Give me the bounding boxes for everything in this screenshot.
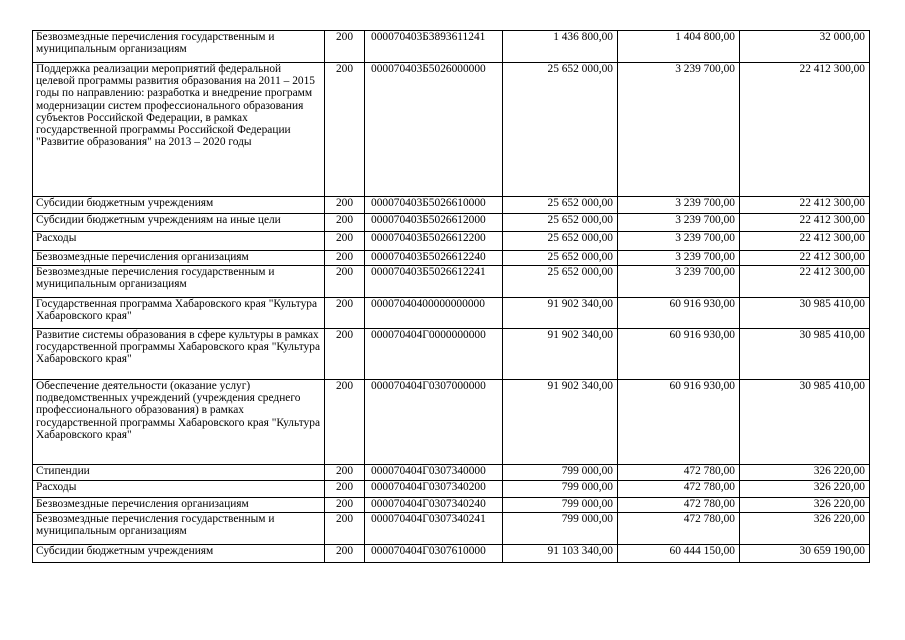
row-executed: 1 404 800,00 bbox=[618, 31, 740, 63]
row-code: 200 bbox=[325, 465, 365, 481]
row-remaining: 22 412 300,00 bbox=[740, 214, 870, 232]
row-name: Субсидии бюджетным учреждениям bbox=[33, 197, 325, 214]
row-code: 200 bbox=[325, 266, 365, 298]
row-name: Субсидии бюджетным учреждениям bbox=[33, 545, 325, 563]
table-row bbox=[33, 329, 870, 380]
row-name: Расходы bbox=[33, 232, 325, 251]
row-code: 200 bbox=[325, 251, 365, 266]
row-kbk: 000070403Б5026612000 bbox=[365, 214, 503, 232]
row-executed: 472 780,00 bbox=[618, 498, 740, 513]
row-kbk: 000070403Б5026000000 bbox=[365, 63, 503, 197]
row-approved: 799 000,00 bbox=[503, 481, 618, 498]
row-kbk: 000070404Г0307610000 bbox=[365, 545, 503, 563]
row-kbk: 00007040400000000000 bbox=[365, 298, 503, 329]
row-code: 200 bbox=[325, 63, 365, 197]
row-approved: 25 652 000,00 bbox=[503, 63, 618, 197]
row-executed: 3 239 700,00 bbox=[618, 214, 740, 232]
row-executed: 3 239 700,00 bbox=[618, 197, 740, 214]
row-executed: 3 239 700,00 bbox=[618, 251, 740, 266]
row-remaining: 22 412 300,00 bbox=[740, 63, 870, 197]
row-approved: 25 652 000,00 bbox=[503, 266, 618, 298]
table-row bbox=[33, 232, 870, 251]
table-row bbox=[33, 63, 870, 197]
row-remaining: 326 220,00 bbox=[740, 465, 870, 481]
row-kbk: 000070404Г0307340200 bbox=[365, 481, 503, 498]
row-name: Безвозмездные перечисления организациям bbox=[33, 498, 325, 513]
row-approved: 25 652 000,00 bbox=[503, 251, 618, 266]
table-row bbox=[33, 251, 870, 266]
row-name: Государственная программа Хабаровского края "Культура Хабаровского края" bbox=[33, 298, 325, 329]
row-executed: 60 916 930,00 bbox=[618, 380, 740, 465]
row-code: 200 bbox=[325, 214, 365, 232]
row-code: 200 bbox=[325, 545, 365, 563]
row-kbk: 000070403Б5026612240 bbox=[365, 251, 503, 266]
row-executed: 60 916 930,00 bbox=[618, 329, 740, 380]
row-executed: 3 239 700,00 bbox=[618, 266, 740, 298]
row-approved: 91 902 340,00 bbox=[503, 298, 618, 329]
row-approved: 25 652 000,00 bbox=[503, 197, 618, 214]
table-row bbox=[33, 545, 870, 563]
row-executed: 472 780,00 bbox=[618, 481, 740, 498]
row-code: 200 bbox=[325, 329, 365, 380]
row-name: Обеспечение деятельности (оказание услуг) подведомственных учреждений (учреждения среднего профессионального образования) в рамках государственной программы Хабаровского края "Культура Хабаровского края" bbox=[33, 380, 325, 465]
row-remaining: 30 985 410,00 bbox=[740, 380, 870, 465]
row-remaining: 22 412 300,00 bbox=[740, 197, 870, 214]
row-name: Безвозмездные перечисления государственным и муниципальным организациям bbox=[33, 266, 325, 298]
row-remaining: 22 412 300,00 bbox=[740, 266, 870, 298]
table-row bbox=[33, 214, 870, 232]
row-executed: 472 780,00 bbox=[618, 465, 740, 481]
table-row bbox=[33, 31, 870, 63]
row-kbk: 000070403Б5026612241 bbox=[365, 266, 503, 298]
row-approved: 91 902 340,00 bbox=[503, 329, 618, 380]
row-code: 200 bbox=[325, 380, 365, 465]
row-executed: 3 239 700,00 bbox=[618, 63, 740, 197]
row-code: 200 bbox=[325, 513, 365, 545]
row-name: Стипендии bbox=[33, 465, 325, 481]
row-executed: 60 444 150,00 bbox=[618, 545, 740, 563]
budget-execution-table bbox=[32, 30, 870, 563]
row-remaining: 326 220,00 bbox=[740, 513, 870, 545]
row-remaining: 30 985 410,00 bbox=[740, 298, 870, 329]
row-name: Поддержка реализации мероприятий федеральной целевой программы развития образования на 2011 – 2015 годы по направлению: разработка и внедрение программ модернизации систем профессионального образования субъектов Российской Федерации, в рамках государственной программы Российской Федерации "Развитие образования" на 2013 – 2020 годы bbox=[33, 63, 325, 197]
budget-table-body bbox=[33, 31, 870, 563]
table-row bbox=[33, 298, 870, 329]
table-row bbox=[33, 266, 870, 298]
row-approved: 1 436 800,00 bbox=[503, 31, 618, 63]
table-row bbox=[33, 197, 870, 214]
table-row bbox=[33, 380, 870, 465]
row-executed: 3 239 700,00 bbox=[618, 232, 740, 251]
row-approved: 25 652 000,00 bbox=[503, 214, 618, 232]
row-code: 200 bbox=[325, 197, 365, 214]
row-kbk: 000070404Г0000000000 bbox=[365, 329, 503, 380]
row-remaining: 30 659 190,00 bbox=[740, 545, 870, 563]
row-code: 200 bbox=[325, 232, 365, 251]
row-name: Безвозмездные перечисления организациям bbox=[33, 251, 325, 266]
row-name: Безвозмездные перечисления государственным и муниципальным организациям bbox=[33, 513, 325, 545]
row-kbk: 000070404Г0307340240 bbox=[365, 498, 503, 513]
row-kbk: 000070403Б5026610000 bbox=[365, 197, 503, 214]
row-remaining: 30 985 410,00 bbox=[740, 329, 870, 380]
row-code: 200 bbox=[325, 481, 365, 498]
table-row bbox=[33, 513, 870, 545]
row-approved: 91 902 340,00 bbox=[503, 380, 618, 465]
row-kbk: 000070404Г0307340000 bbox=[365, 465, 503, 481]
row-approved: 91 103 340,00 bbox=[503, 545, 618, 563]
row-approved: 799 000,00 bbox=[503, 513, 618, 545]
row-name: Субсидии бюджетным учреждениям на иные цели bbox=[33, 214, 325, 232]
row-remaining: 32 000,00 bbox=[740, 31, 870, 63]
row-approved: 799 000,00 bbox=[503, 465, 618, 481]
row-remaining: 326 220,00 bbox=[740, 498, 870, 513]
row-name: Безвозмездные перечисления государственным и муниципальным организациям bbox=[33, 31, 325, 63]
row-code: 200 bbox=[325, 298, 365, 329]
row-executed: 472 780,00 bbox=[618, 513, 740, 545]
row-name: Расходы bbox=[33, 481, 325, 498]
row-name: Развитие системы образования в сфере культуры в рамках государственной программы Хабаровского края "Культура Хабаровского края" bbox=[33, 329, 325, 380]
row-remaining: 22 412 300,00 bbox=[740, 251, 870, 266]
table-row bbox=[33, 465, 870, 481]
row-kbk: 000070404Г0307340241 bbox=[365, 513, 503, 545]
row-kbk: 000070403Б3893611241 bbox=[365, 31, 503, 63]
row-code: 200 bbox=[325, 498, 365, 513]
row-approved: 799 000,00 bbox=[503, 498, 618, 513]
row-kbk: 000070404Г0307000000 bbox=[365, 380, 503, 465]
row-remaining: 22 412 300,00 bbox=[740, 232, 870, 251]
row-kbk: 000070403Б5026612200 bbox=[365, 232, 503, 251]
row-remaining: 326 220,00 bbox=[740, 481, 870, 498]
table-row bbox=[33, 498, 870, 513]
row-approved: 25 652 000,00 bbox=[503, 232, 618, 251]
row-code: 200 bbox=[325, 31, 365, 63]
table-row bbox=[33, 481, 870, 498]
row-executed: 60 916 930,00 bbox=[618, 298, 740, 329]
